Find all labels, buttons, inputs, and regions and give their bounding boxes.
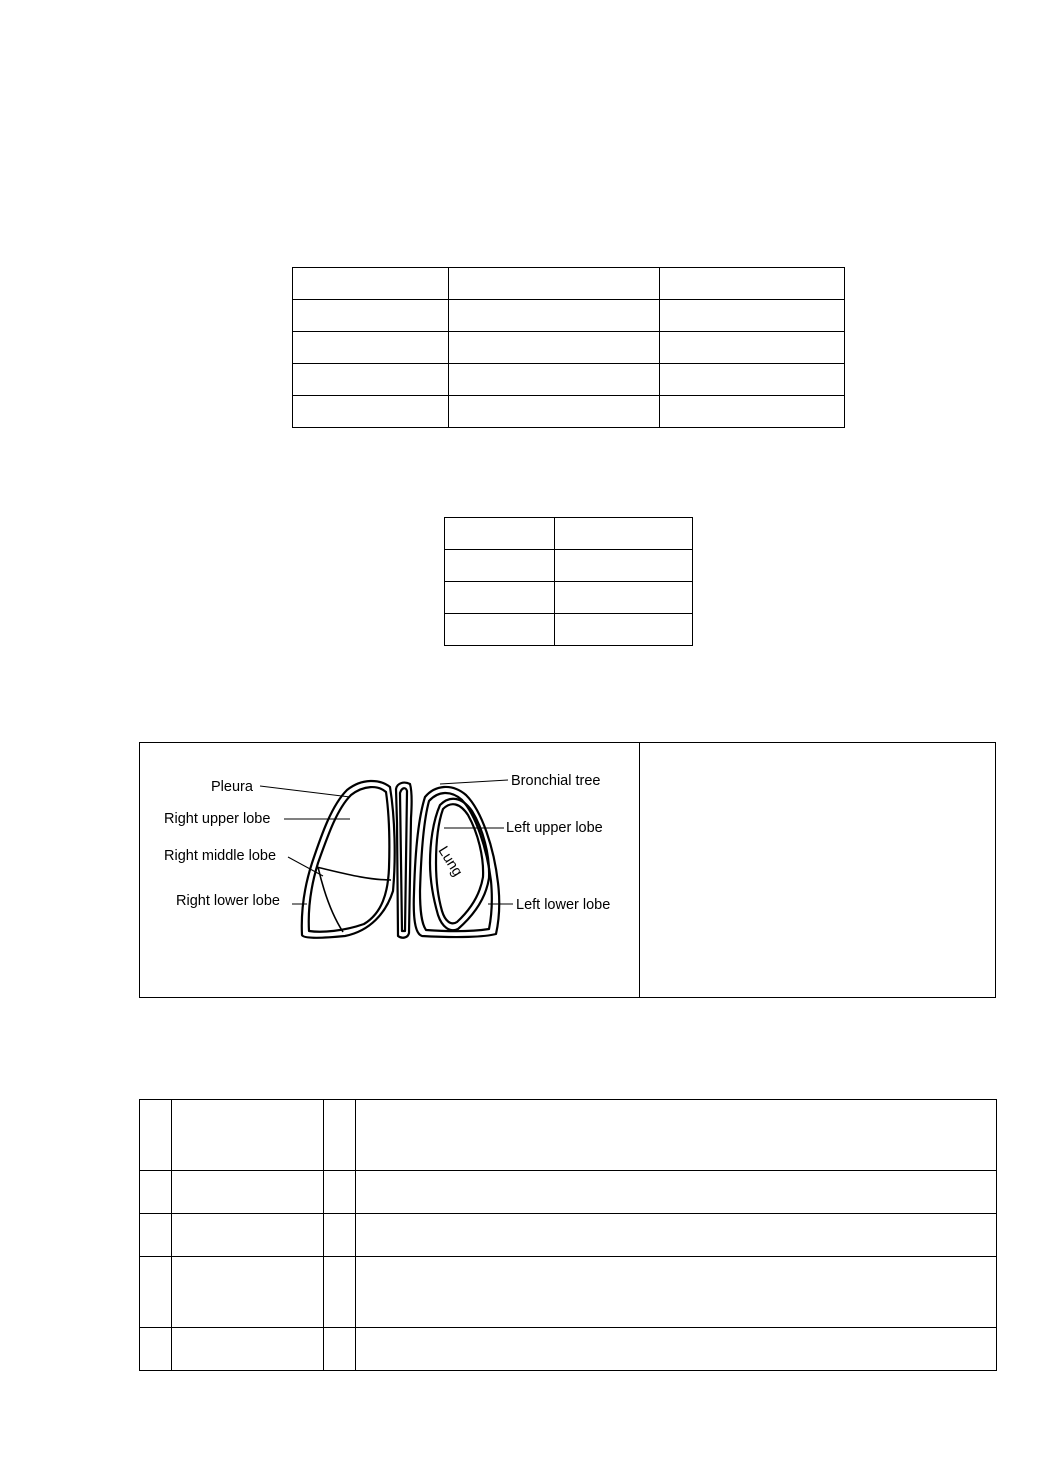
table-cell [172,1100,324,1171]
table-cell [449,268,660,300]
leader-line [260,786,350,797]
lung-diagram-panel [139,742,996,998]
table-cell [445,582,555,614]
table-cell [172,1171,324,1214]
table-row [445,582,693,614]
panel-divider [639,743,640,997]
table-cell [293,300,449,332]
table-cell [660,268,845,300]
label-left-lower-lobe: Left lower lobe [516,897,611,913]
oblique-fissure [318,867,343,932]
table-row [293,268,845,300]
table-cell [324,1100,356,1171]
table-cell [449,332,660,364]
table-row [140,1257,997,1328]
table-row [445,550,693,582]
table-cell [445,518,555,550]
table-cell [449,300,660,332]
table-row [445,518,693,550]
right-lung-inner [309,787,390,932]
table-row [293,396,845,428]
table-cell [172,1328,324,1371]
table-cell [172,1214,324,1257]
table-cell [555,582,693,614]
table-row [293,300,845,332]
table-cell [324,1214,356,1257]
table-cell [140,1214,172,1257]
table-cell [449,364,660,396]
table-cell [293,364,449,396]
table-cell [660,364,845,396]
horizontal-fissure [316,867,391,880]
table-cell [324,1257,356,1328]
table-row [445,614,693,646]
table-row [140,1214,997,1257]
label-left-upper-lobe: Left upper lobe [506,820,603,836]
table-cell [140,1257,172,1328]
table-cell [293,268,449,300]
label-pleura: Pleura [211,779,253,795]
label-lung: Lung [434,843,466,880]
table-cell [356,1100,997,1171]
table-row [140,1328,997,1371]
table-cell [140,1100,172,1171]
table-cell [555,518,693,550]
empty-table-three-column [292,267,845,428]
lung-outlines [302,781,500,938]
table-cell [660,396,845,428]
table-cell [356,1171,997,1214]
table-cell [445,614,555,646]
table-row [140,1100,997,1171]
label-bronchial-tree: Bronchial tree [511,773,601,789]
label-right-lower-lobe: Right lower lobe [176,893,280,909]
label-right-middle-lobe: Right middle lobe [164,848,277,864]
table-cell [660,332,845,364]
table-cell [555,550,693,582]
trachea-inner [400,788,407,931]
table-cell [140,1328,172,1371]
table-cell [445,550,555,582]
empty-table-four-column [139,1099,997,1371]
table-cell [356,1328,997,1371]
right-lung-outer [302,781,395,938]
lungs-illustration-icon [140,743,639,999]
table-cell [293,396,449,428]
table-cell [324,1171,356,1214]
table-cell [449,396,660,428]
leader-line [440,780,508,784]
table-cell [324,1328,356,1371]
table-cell [140,1171,172,1214]
table-row [293,364,845,396]
table-row [140,1171,997,1214]
table-cell [293,332,449,364]
table-cell [172,1257,324,1328]
trachea-outline [396,783,412,938]
table-cell [660,300,845,332]
table-cell [356,1214,997,1257]
table-cell [555,614,693,646]
table-row [293,332,845,364]
empty-table-two-column [444,517,693,646]
label-right-upper-lobe: Right upper lobe [164,811,271,827]
table-cell [356,1257,997,1328]
